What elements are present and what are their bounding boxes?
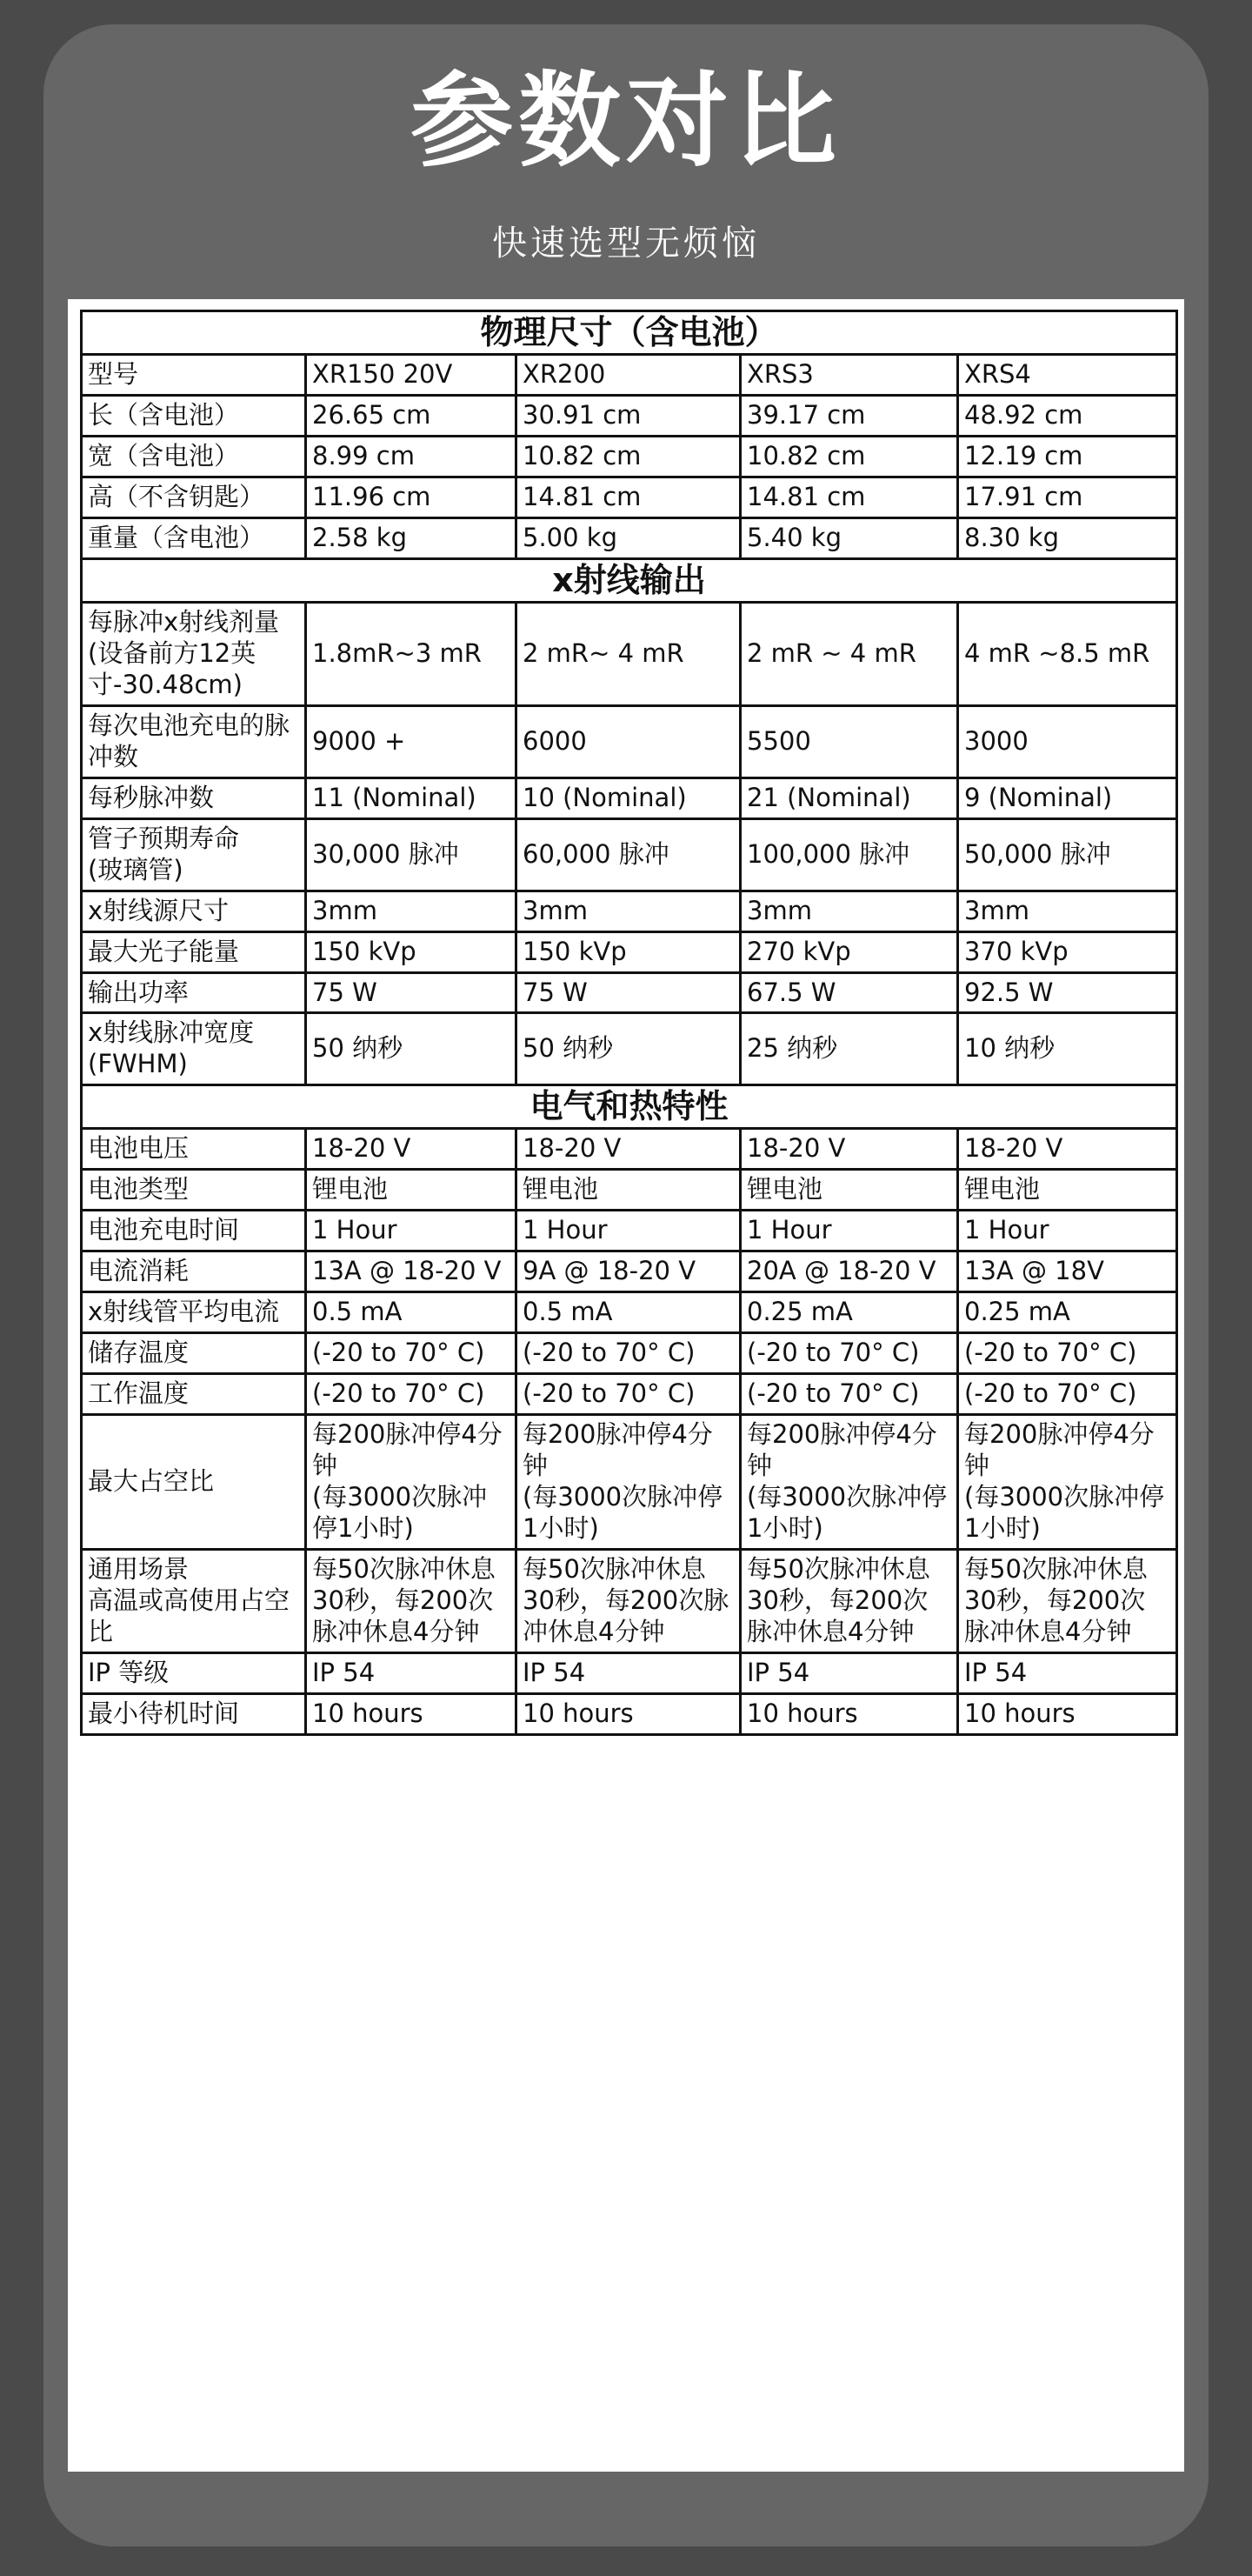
table-cell: 60,000 脉冲: [516, 818, 741, 891]
table-cell: (-20 to 70° C): [306, 1374, 516, 1415]
table-cell: 6000: [516, 705, 741, 777]
table-cell: 锂电池: [741, 1170, 958, 1211]
table-row: [82, 1211, 1177, 1251]
table-cell: (-20 to 70° C): [958, 1374, 1177, 1415]
row-label: 长（含电池）: [82, 396, 306, 437]
table-cell: (-20 to 70° C): [306, 1333, 516, 1374]
table-cell: 10 hours: [741, 1693, 958, 1734]
table-row: [82, 1333, 1177, 1374]
section-header-row: [82, 558, 1177, 602]
table-cell: 每50次脉冲休息30秒，每200次脉冲休息4分钟: [516, 1549, 741, 1652]
table-cell: 5.00 kg: [516, 517, 741, 558]
table-cell: 13A @ 18V: [958, 1251, 1177, 1292]
table-cell: 150 kVp: [306, 931, 516, 972]
table-cell: 13A @ 18-20 V: [306, 1251, 516, 1292]
table-cell: 11 (Nominal): [306, 777, 516, 818]
table-row: [82, 1374, 1177, 1415]
table-cell: 50,000 脉冲: [958, 818, 1177, 891]
table-cell: 30,000 脉冲: [306, 818, 516, 891]
page-title: 参数对比: [410, 61, 842, 181]
table-cell: 21 (Nominal): [741, 777, 958, 818]
table-cell: 10 (Nominal): [516, 777, 741, 818]
row-label: 型号: [82, 355, 306, 396]
table-cell: 10 hours: [958, 1693, 1177, 1734]
table-cell: 0.5 mA: [306, 1292, 516, 1333]
table-cell: 9000 +: [306, 705, 516, 777]
table-cell: 50 纳秒: [306, 1013, 516, 1085]
table-cell: 5.40 kg: [741, 517, 958, 558]
table-row: [82, 705, 1177, 777]
table-row: [82, 477, 1177, 517]
table-cell: 0.5 mA: [516, 1292, 741, 1333]
table-cell: 锂电池: [306, 1170, 516, 1211]
table-cell: 12.19 cm: [958, 437, 1177, 477]
table-row: [82, 1251, 1177, 1292]
table-cell: (-20 to 70° C): [741, 1374, 958, 1415]
section-title: 物理尺寸（含电池）: [82, 311, 1177, 355]
row-label: 电池充电时间: [82, 1211, 306, 1251]
table-cell: 50 纳秒: [516, 1013, 741, 1085]
table-cell: 4 mR ~8.5 mR: [958, 602, 1177, 705]
table-cell: 14.81 cm: [741, 477, 958, 517]
row-label: 高（不含钥匙）: [82, 477, 306, 517]
table-cell: (-20 to 70° C): [516, 1374, 741, 1415]
table-cell: 11.96 cm: [306, 477, 516, 517]
table-cell: 每200脉冲停4分钟 (每3000次脉冲停1小时): [958, 1415, 1177, 1550]
table-cell: 1 Hour: [958, 1211, 1177, 1251]
table-cell: 30.91 cm: [516, 396, 741, 437]
table-row: [82, 818, 1177, 891]
table-cell: 9 (Nominal): [958, 777, 1177, 818]
table-cell: 18-20 V: [516, 1129, 741, 1170]
row-label: 电池类型: [82, 1170, 306, 1211]
table-cell: 锂电池: [516, 1170, 741, 1211]
section-title: x射线输出: [82, 558, 1177, 602]
table-cell: 75 W: [306, 972, 516, 1013]
row-label: 电池电压: [82, 1129, 306, 1170]
table-cell: 150 kVp: [516, 931, 741, 972]
table-cell: 75 W: [516, 972, 741, 1013]
row-label: x射线管平均电流: [82, 1292, 306, 1333]
table-cell: (-20 to 70° C): [741, 1333, 958, 1374]
table-cell: 10 hours: [306, 1693, 516, 1734]
table-cell: 0.25 mA: [741, 1292, 958, 1333]
table-cell: 每200脉冲停4分钟 (每3000次脉冲停1小时): [741, 1415, 958, 1550]
table-row: [82, 1693, 1177, 1734]
row-label: 每秒脉冲数: [82, 777, 306, 818]
row-label: 电流消耗: [82, 1251, 306, 1292]
table-row: [82, 1549, 1177, 1652]
row-label: 管子预期寿命 (玻璃管): [82, 818, 306, 891]
table-row: [82, 437, 1177, 477]
table-cell: 67.5 W: [741, 972, 958, 1013]
table-cell: 0.25 mA: [958, 1292, 1177, 1333]
table-row: [82, 1013, 1177, 1085]
table-row: [82, 602, 1177, 705]
table-cell: 92.5 W: [958, 972, 1177, 1013]
table-cell: 5500: [741, 705, 958, 777]
table-cell: 25 纳秒: [741, 1013, 958, 1085]
row-label: IP 等级: [82, 1652, 306, 1693]
table-row: [82, 396, 1177, 437]
table-cell: 9A @ 18-20 V: [516, 1251, 741, 1292]
table-cell: (-20 to 70° C): [958, 1333, 1177, 1374]
row-label: 通用场景 高温或高使用占空比: [82, 1549, 306, 1652]
table-cell: 3000: [958, 705, 1177, 777]
table-cell: 18-20 V: [958, 1129, 1177, 1170]
row-label: 宽（含电池）: [82, 437, 306, 477]
table-row: [82, 972, 1177, 1013]
table-cell: 8.30 kg: [958, 517, 1177, 558]
table-cell: 每200脉冲停4分钟 (每3000次脉冲停1小时): [306, 1415, 516, 1550]
row-label: 最大占空比: [82, 1415, 306, 1550]
table-cell: 39.17 cm: [741, 396, 958, 437]
table-cell: XRS3: [741, 355, 958, 396]
table-row: [82, 777, 1177, 818]
table-row: [82, 355, 1177, 396]
table-cell: 48.92 cm: [958, 396, 1177, 437]
table-cell: 1 Hour: [516, 1211, 741, 1251]
spec-comparison-table: [80, 310, 1178, 1736]
table-cell: IP 54: [306, 1652, 516, 1693]
table-row: [82, 1652, 1177, 1693]
table-row: [82, 891, 1177, 931]
table-cell: 每50次脉冲休息30秒，每200次脉冲休息4分钟: [958, 1549, 1177, 1652]
table-cell: 3mm: [741, 891, 958, 931]
table-cell: 18-20 V: [306, 1129, 516, 1170]
spec-table-body: [82, 311, 1177, 1735]
row-label: 工作温度: [82, 1374, 306, 1415]
section-header-row: [82, 311, 1177, 355]
table-cell: 2 mR ~ 4 mR: [741, 602, 958, 705]
table-cell: 每200脉冲停4分钟 (每3000次脉冲停1小时): [516, 1415, 741, 1550]
table-cell: 2 mR~ 4 mR: [516, 602, 741, 705]
row-label: 储存温度: [82, 1333, 306, 1374]
table-row: [82, 1415, 1177, 1550]
section-header-row: [82, 1085, 1177, 1129]
table-cell: 10 纳秒: [958, 1013, 1177, 1085]
table-cell: 10.82 cm: [516, 437, 741, 477]
table-cell: IP 54: [958, 1652, 1177, 1693]
table-cell: 3mm: [516, 891, 741, 931]
table-cell: (-20 to 70° C): [516, 1333, 741, 1374]
page-subtitle: 快速选型无烦恼: [492, 224, 760, 264]
row-label: 最小待机时间: [82, 1693, 306, 1734]
table-cell: 每50次脉冲休息30秒，每200次脉冲休息4分钟: [306, 1549, 516, 1652]
row-label: 输出功率: [82, 972, 306, 1013]
table-row: [82, 1292, 1177, 1333]
table-cell: IP 54: [516, 1652, 741, 1693]
table-cell: 270 kVp: [741, 931, 958, 972]
table-cell: 370 kVp: [958, 931, 1177, 972]
table-cell: 1.8mR~3 mR: [306, 602, 516, 705]
table-cell: 3mm: [306, 891, 516, 931]
table-cell: 26.65 cm: [306, 396, 516, 437]
row-label: 每次电池充电的脉冲数: [82, 705, 306, 777]
table-cell: 18-20 V: [741, 1129, 958, 1170]
row-label: x射线脉冲宽度 (FWHM): [82, 1013, 306, 1085]
table-cell: 10 hours: [516, 1693, 741, 1734]
table-cell: 每50次脉冲休息30秒，每200次脉冲休息4分钟: [741, 1549, 958, 1652]
row-label: 每脉冲x射线剂量 (设备前方12英寸-30.48cm): [82, 602, 306, 705]
table-cell: 锂电池: [958, 1170, 1177, 1211]
table-cell: 10.82 cm: [741, 437, 958, 477]
section-title: 电气和热特性: [82, 1085, 1177, 1129]
table-cell: 20A @ 18-20 V: [741, 1251, 958, 1292]
table-cell: 3mm: [958, 891, 1177, 931]
table-cell: XRS4: [958, 355, 1177, 396]
table-cell: XR150 20V: [306, 355, 516, 396]
table-cell: 8.99 cm: [306, 437, 516, 477]
table-row: [82, 517, 1177, 558]
table-cell: XR200: [516, 355, 741, 396]
row-label: 重量（含电池）: [82, 517, 306, 558]
table-cell: 2.58 kg: [306, 517, 516, 558]
table-cell: 1 Hour: [741, 1211, 958, 1251]
row-label: 最大光子能量: [82, 931, 306, 972]
table-row: [82, 1170, 1177, 1211]
table-row: [82, 1129, 1177, 1170]
table-cell: 100,000 脉冲: [741, 818, 958, 891]
table-cell: 14.81 cm: [516, 477, 741, 517]
table-cell: IP 54: [741, 1652, 958, 1693]
table-cell: 17.91 cm: [958, 477, 1177, 517]
row-label: x射线源尺寸: [82, 891, 306, 931]
table-row: [82, 931, 1177, 972]
table-cell: 1 Hour: [306, 1211, 516, 1251]
